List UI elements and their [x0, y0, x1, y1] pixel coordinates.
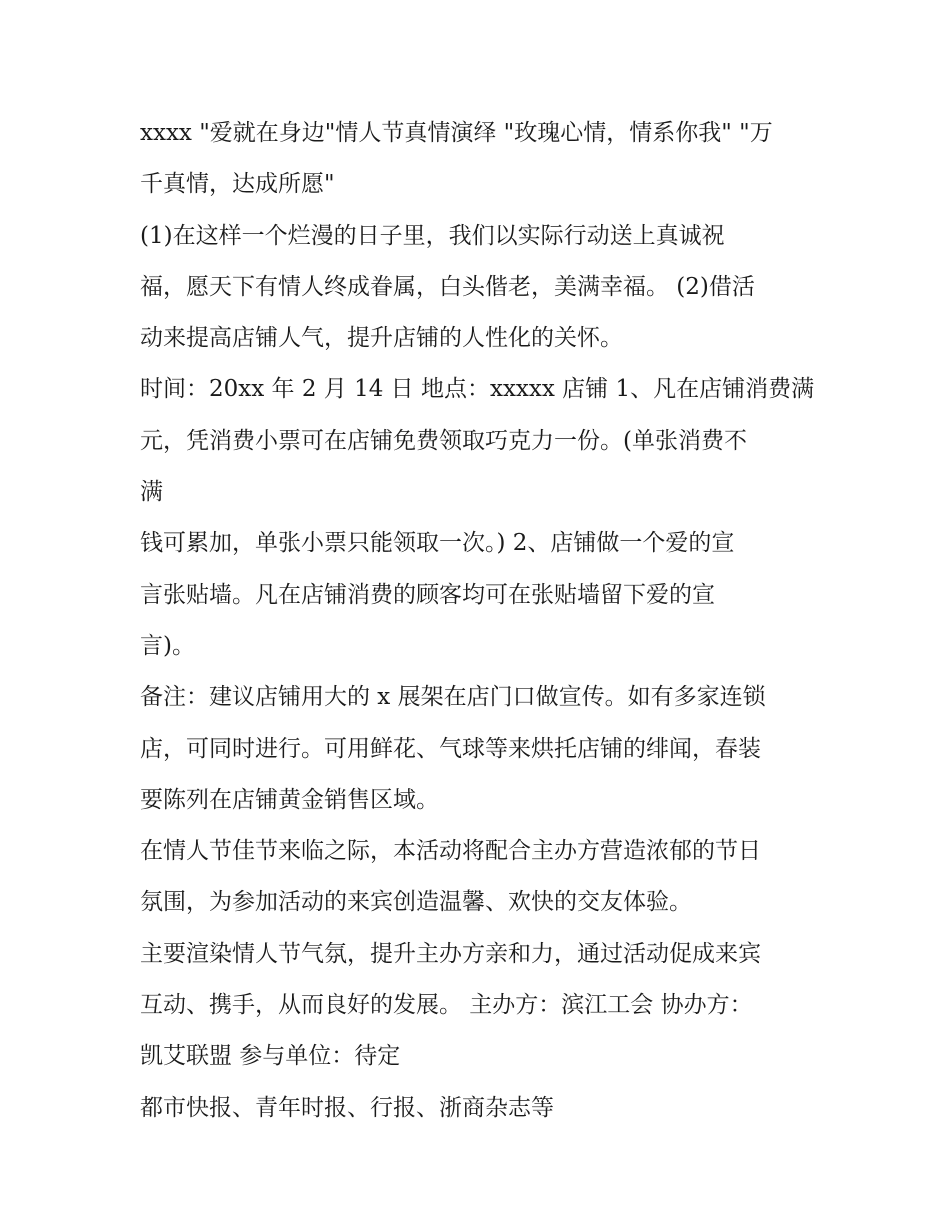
text-line: 钱可累加，单张小票只能领取一次。) 2、店铺做一个爱的宣 — [140, 530, 735, 557]
text-line: 言张贴墙。凡在店铺消费的顾客均可在张贴墙留下爱的宣 — [140, 581, 715, 608]
text-line: 都市快报、青年时报、行报、浙商杂志等 — [140, 1094, 554, 1121]
text-line: (1)在这样一个烂漫的日子里，我们以实际行动送上真诚祝 — [140, 222, 725, 249]
text-line: 时间：20xx 年 2 月 14 日 地点：xxxxx 店铺 1、凡在店铺消费满 — [140, 376, 815, 403]
text-line: 备注：建议店铺用大的 x 展架在店门口做宣传。如有多家连锁 — [140, 684, 766, 711]
document-body — [140, 108, 830, 1134]
text-line: 动来提高店铺人气，提升店铺的人性化的关怀。 — [140, 325, 623, 352]
text-line: 互动、携手，从而良好的发展。 主办方：滨江工会 协办方： — [140, 992, 753, 1019]
text-line: 氛围，为参加活动的来宾创造温馨、欢快的交友体验。 — [140, 889, 692, 916]
text-line: 满 — [140, 479, 163, 506]
text-line: 言)。 — [140, 632, 195, 659]
text-line: xxxx "爱就在身边"情人节真情演绎 "玫瑰心情，情系你我" "万 — [140, 120, 773, 146]
text-line: 千真情，达成所愿" — [140, 171, 335, 198]
text-line: 主要渲染情人节气氛，提升主办方亲和力，通过活动促成来宾 — [140, 940, 761, 967]
text-line: 元，凭消费小票可在店铺免费领取巧克力一份。(单张消费不 — [140, 427, 747, 454]
text-line: 凯艾联盟 参与单位：待定 — [140, 1043, 401, 1070]
text-line: 店，可同时进行。可用鲜花、气球等来烘托店铺的绯闻，春装 — [140, 735, 761, 762]
text-line: 要陈列在店铺黄金销售区域。 — [140, 786, 439, 813]
text-line: 在情人节佳节来临之际，本活动将配合主办方营造浓郁的节日 — [140, 838, 761, 865]
text-line: 福，愿天下有情人终成眷属，白头偕老，美满幸福。 (2)借活 — [140, 273, 755, 300]
